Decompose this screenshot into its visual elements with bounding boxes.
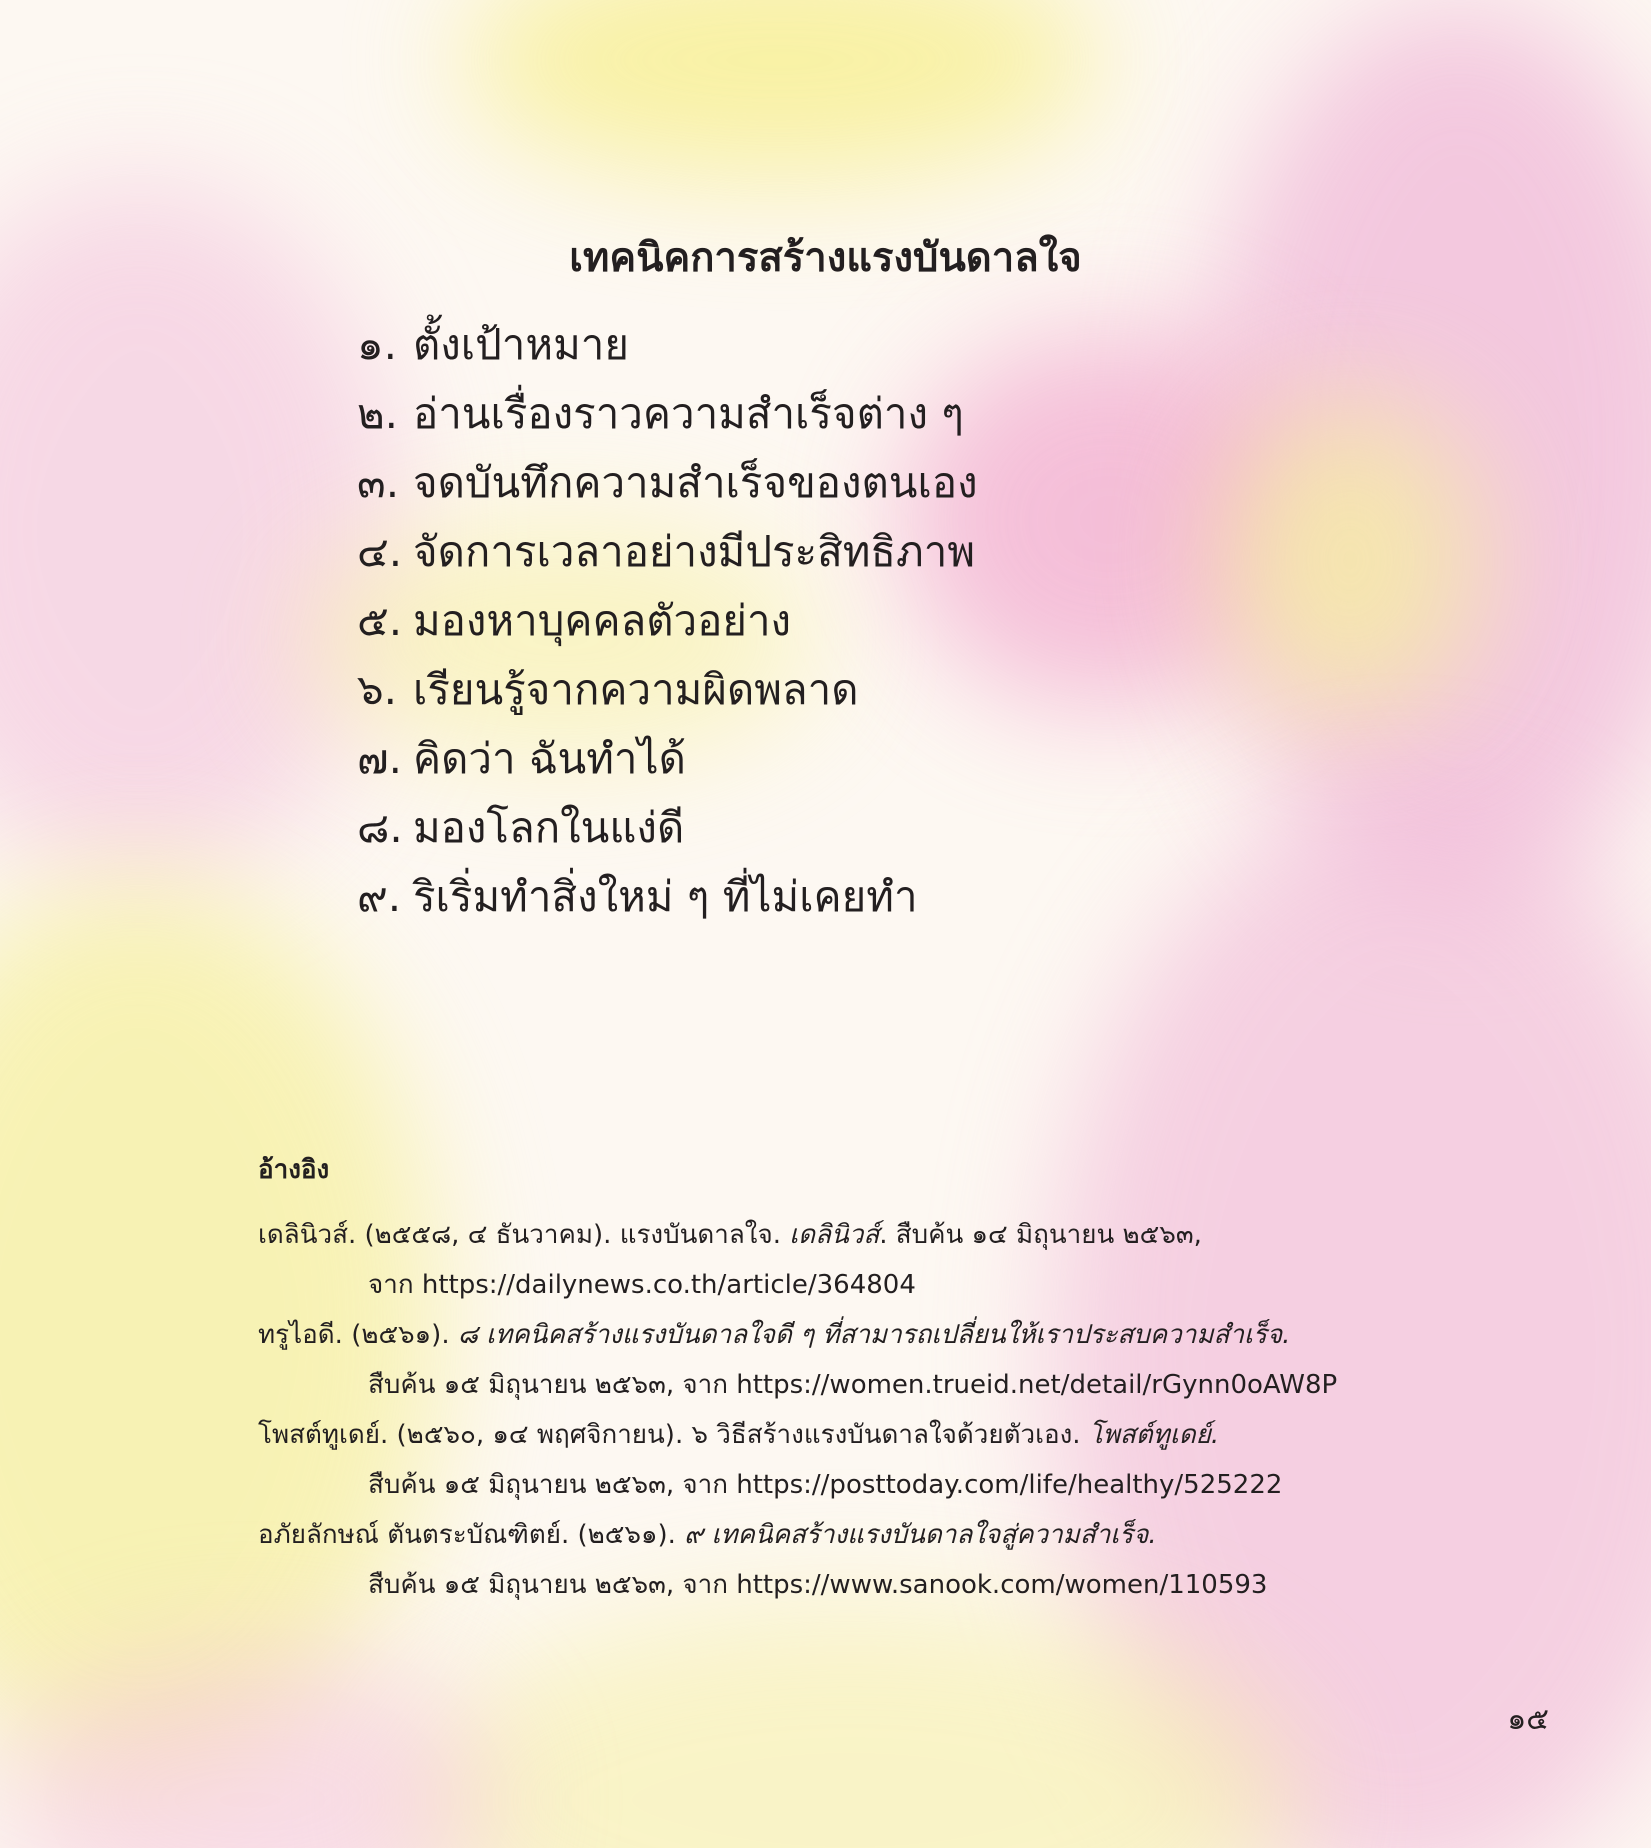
item-number: ๒. [357,389,399,438]
list-item [357,448,978,517]
item-text: มองโลกในแง่ดี [413,803,685,852]
page-title: เทคนิคการสร้างแรงบันดาลใจ [569,235,1082,281]
list-item [357,724,978,793]
reference-entry [258,1410,1438,1510]
references-list [258,1210,1438,1610]
item-number: ๙. [357,872,402,921]
reference-italic: ๘ เทคนิคสร้างแรงบันดาลใจดี ๆ ที่สามารถเปลี่ยนให้เราประสบความสำเร็จ. [457,1320,1291,1350]
reference-entry [258,1210,1438,1310]
item-number: ๖. [357,665,398,714]
list-item [357,862,978,931]
list-item [357,517,978,586]
reference-entry [258,1310,1438,1410]
item-text: เรียนรู้จากความผิดพลาด [413,665,859,714]
list-item [357,379,978,448]
reference-italic: ๙ เทคนิคสร้างแรงบันดาลใจสู่ความสำเร็จ. [684,1520,1157,1550]
item-number: ๓. [357,458,400,507]
reference-lead: ทรูไอดี. (๒๕๖๑). [258,1320,458,1350]
list-item [357,310,978,379]
item-text: จดบันทึกความสำเร็จของตนเอง [413,458,978,507]
list-item [357,586,978,655]
reference-continuation: จาก https://dailynews.co.th/article/364804 [368,1270,916,1300]
references-heading: อ้างอิง [258,1155,330,1185]
item-number: ๑. [357,320,398,369]
reference-continuation: สืบค้น ๑๕ มิถุนายน ๒๕๖๓, จาก https://posttoday.com/life/healthy/525222 [368,1470,1283,1500]
list-item [357,793,978,862]
reference-italic: โพสต์ทูเดย์. [1088,1420,1220,1450]
reference-lead: โพสต์ทูเดย์. (๒๕๖๐, ๑๔ พฤศจิกายน). ๖ วิธีสร้างแรงบันดาลใจด้วยตัวเอง. [258,1420,1089,1450]
item-text: คิดว่า ฉันทำได้ [413,734,686,783]
list-item [357,655,978,724]
tips-list [357,310,978,931]
reference-continuation: สืบค้น ๑๕ มิถุนายน ๒๕๖๓, จาก https://www.sanook.com/women/110593 [368,1570,1268,1600]
reference-tail: . สืบค้น ๑๔ มิถุนายน ๒๕๖๓, [879,1220,1202,1250]
item-number: ๗. [357,734,402,783]
reference-lead: เดลินิวส์. (๒๕๕๘, ๔ ธันวาคม). แรงบันดาลใจ. [258,1220,790,1250]
item-text: อ่านเรื่องราวความสำเร็จต่าง ๆ [413,389,964,438]
item-text: จัดการเวลาอย่างมีประสิทธิภาพ [413,527,976,576]
item-text: มองหาบุคคลตัวอย่าง [413,596,792,645]
item-number: ๘. [357,803,403,852]
reference-italic: เดลินิวส์ [789,1220,880,1250]
page-number: ๑๕ [1507,1702,1549,1737]
item-number: ๔. [357,527,403,576]
reference-entry [258,1510,1438,1610]
reference-continuation: สืบค้น ๑๕ มิถุนายน ๒๕๖๓, จาก https://women.trueid.net/detail/rGynn0oAW8P [368,1370,1338,1400]
item-text: ริเริ่มทำสิ่งใหม่ ๆ ที่ไม่เคยทำ [413,872,918,921]
reference-lead: อภัยลักษณ์ ตันตระบัณฑิตย์. (๒๕๖๑). [258,1520,685,1550]
item-number: ๕. [357,596,403,645]
item-text: ตั้งเป้าหมาย [413,320,629,369]
